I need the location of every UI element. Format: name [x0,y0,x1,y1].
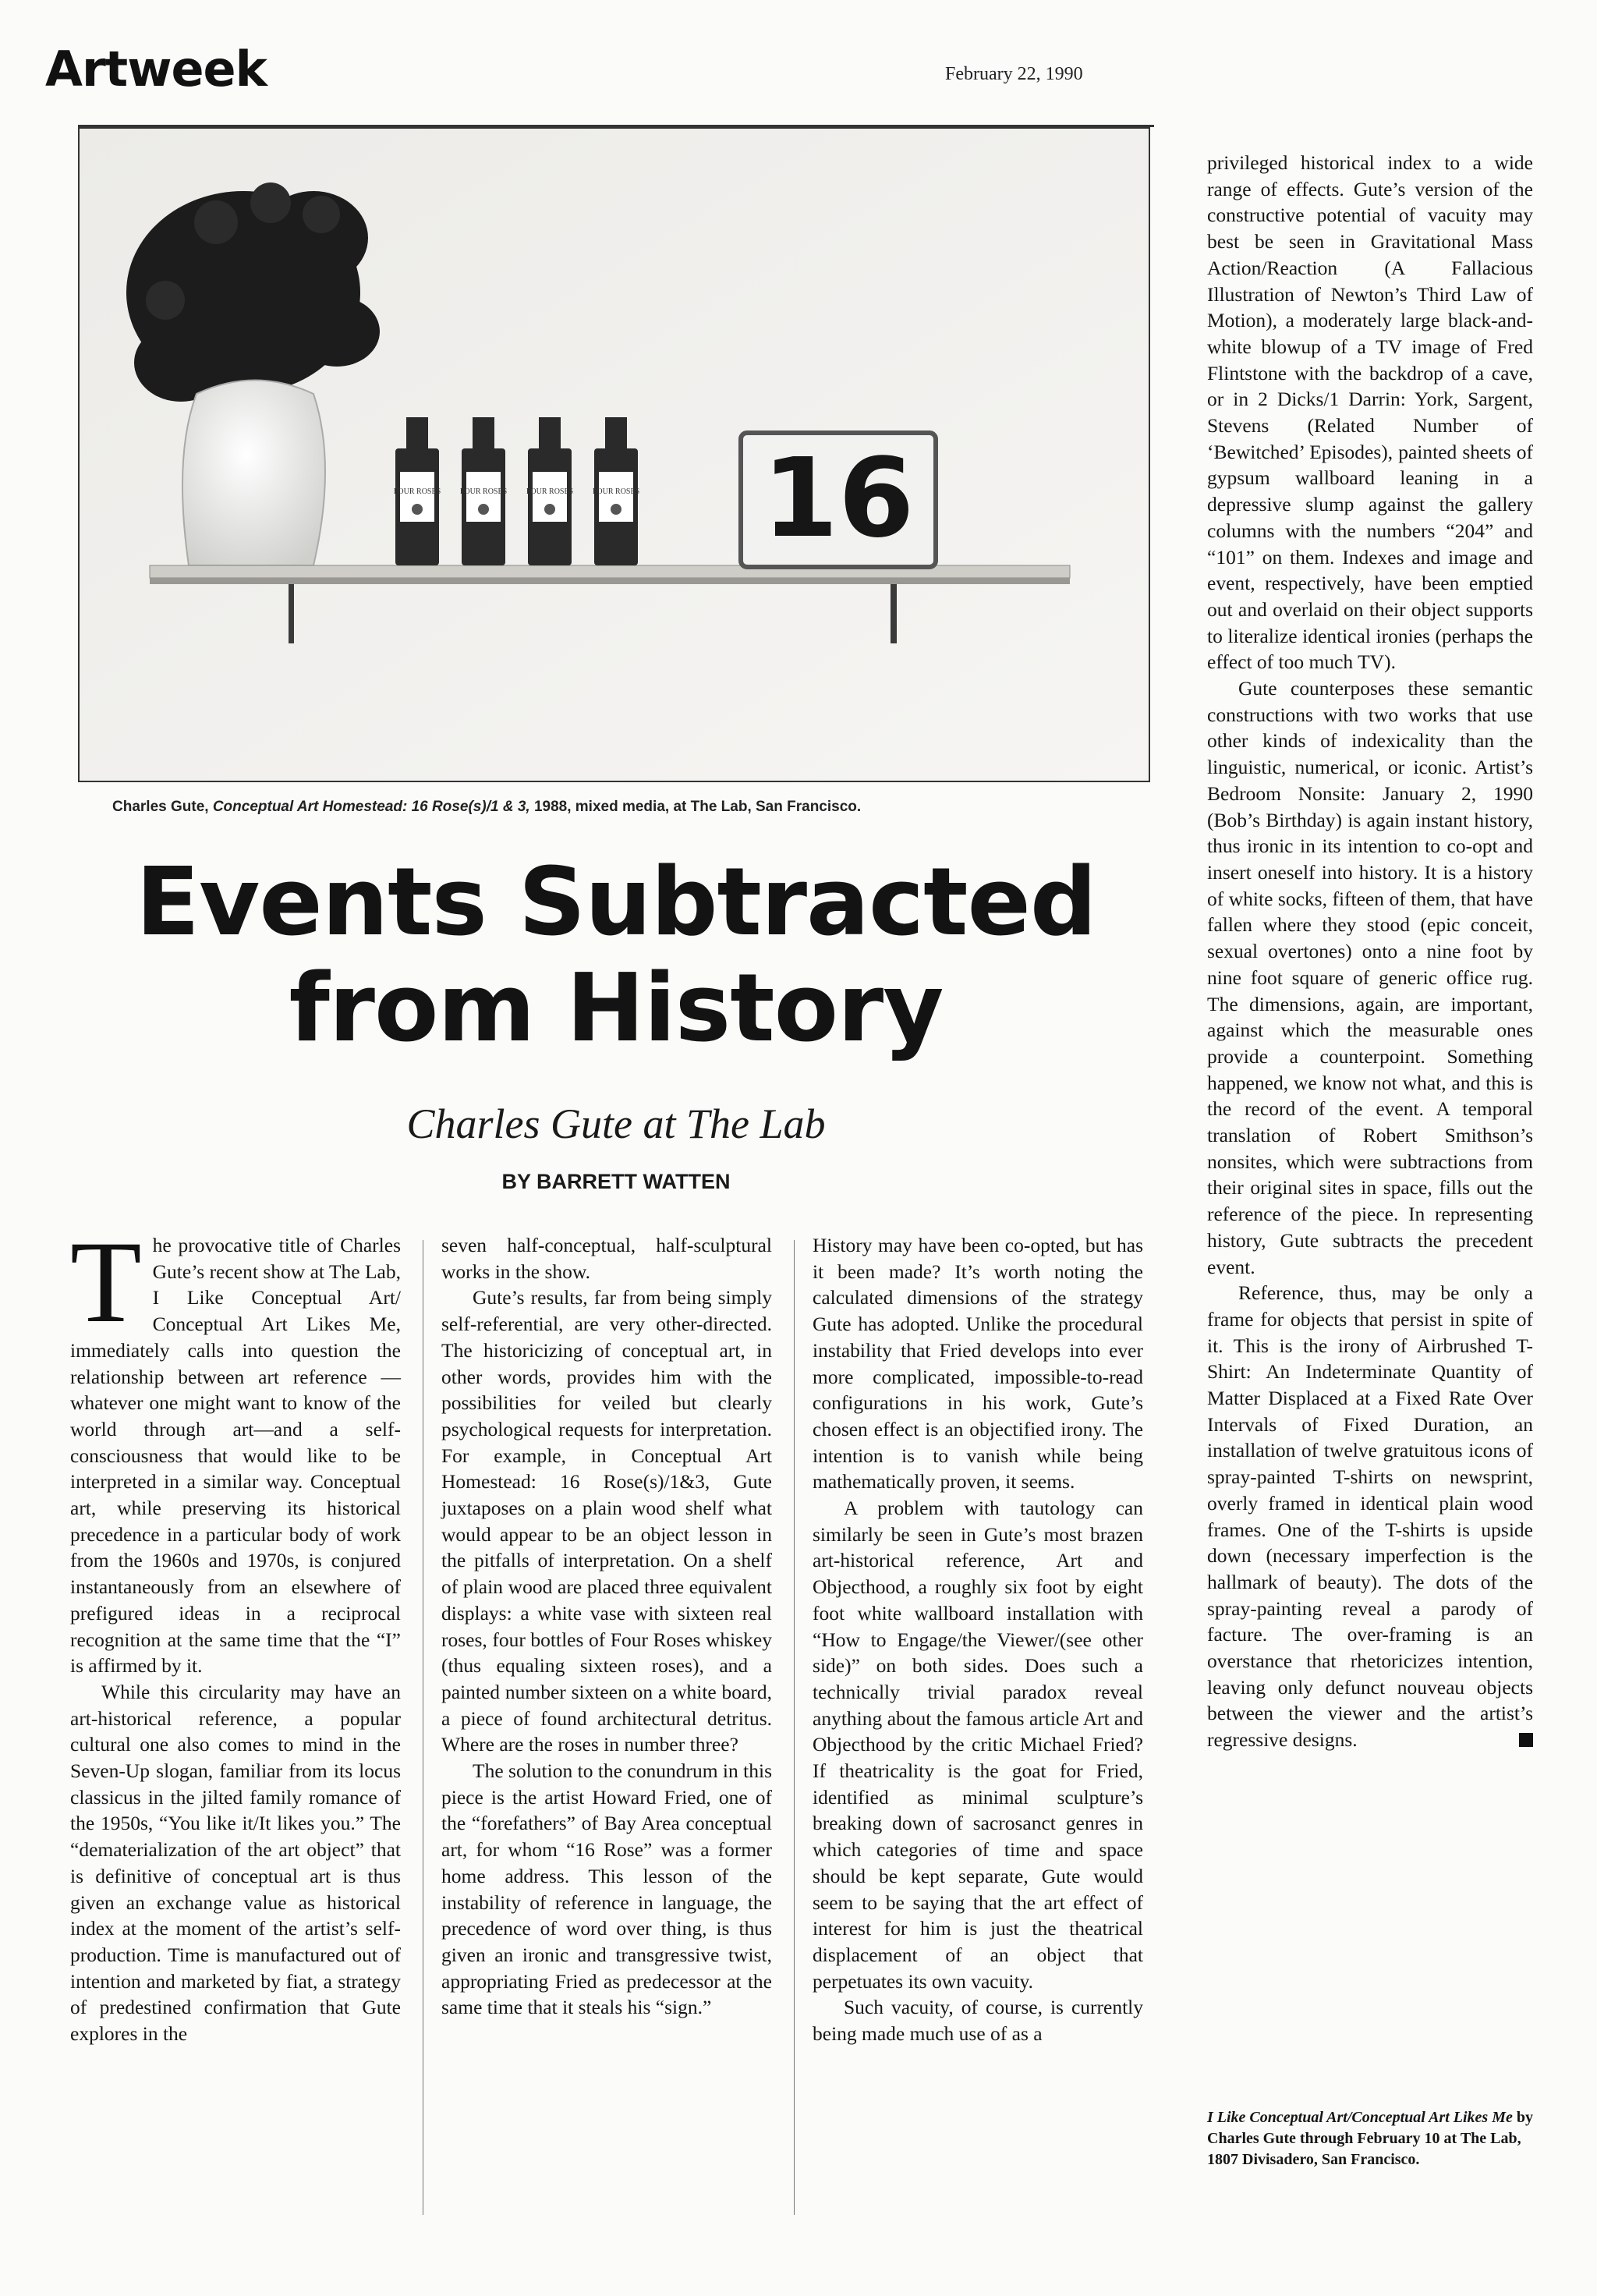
headline-line-2: from History [289,955,944,1063]
article-paragraph: Reference, thus, may be only a frame for objects that persist in spite of it. This is the irony of Airbrushed T-Shirt: An Indeterminate Quantity of Matter Displaced at a Fixed Rate Over Intervals of Fixed Duration, an installation of twelve gratuitous icons of spray-painted T-shirts on newsprint, overly framed in identical plain wood frames. One of the T-shirts is upside down (necessary imperfection is the hallmark of beauty). The dots of the spray-painting reveal a parody of facture. The over-framing is an overstance that rhetoricizes intention, leaving only defunct nouveau objects between the viewer and the artist’s regressive designs. [1207,1281,1533,1752]
article-column-4 [1207,150,1533,1753]
byline: BY BARRETT WATTEN [501,1170,731,1193]
photo-caption [112,799,1142,816]
credit-title: I Like Conceptual Art/Conceptual Art Likes Me [1207,2109,1513,2126]
caption-title: Conceptual Art Homestead: 16 Rose(s)/1 & 3, [212,799,530,815]
article-paragraph: seven half-conceptual, half-sculptural works in the show. [441,1234,772,1283]
column-rule [794,1240,795,2215]
svg-text:FOUR ROSES: FOUR ROSES [393,487,441,496]
article-column-2 [441,1232,772,2021]
svg-text:FOUR ROSES: FOUR ROSES [526,487,574,496]
article-paragraph: The solution to the conundrum in this piece is the artist Howard Fried, one of the “forefathers” of Bay Area conceptual art, for whom “16 Rose” was a former home address. This lesson of the instability of reference in language, the precedence of word over thing, is thus given an ironic and transgressive twist, appropriating Fried as predecessor at the same time that it steals his “sign.” [441,1759,772,2019]
headline [78,850,1154,1062]
svg-text:FOUR ROSES: FOUR ROSES [592,487,640,496]
caption-artist: Charles Gute, [112,799,213,815]
article-paragraph: While this circularity may have an art-historical reference, a popular cultural one also comes to mind in the Seven-Up slogan, familiar from its locus classicus in the jilted family romance of the 1950s, “You like it/It likes you.” The “dematerialization of the art object” that is definitive of conceptual art is thus given an exchange value as historical index at the moment of the artist’s self-production. Time is manufactured out of intention and marketed by fiat, a strategy of predestined confirmation that Gute explores in the [70,1680,401,2046]
masthead-title: Artweek [45,41,267,97]
article-paragraph: History may have been co-opted, but has it been made? It’s worth noting the calculated dimensions of the strategy Gute has adopted. Unlike the procedural instability that Fried develops into ever more complicated, impossible-to-read configurations in his work, Gute’s chosen effect is an objectified irony. The intention is to vanish while being mathematically proven, it seems. [813,1234,1143,1493]
article-column-1 [70,1217,401,2047]
number-sixteen-board [741,433,936,567]
subheadline: Charles Gute at The Lab [406,1100,826,1147]
article-paragraph: Gute’s results, far from being simply self-referential, are very other-directed. The historicizing of conceptual art, in other words, provides him with the possibilities for veiled but clearly psychological requests for interpretation. For example, in Conceptual Art Homestead: 16 Rose(s)/1&3, Gute juxtaposes on a plain wood shelf what would appear to be an object lesson in the pitfalls of interpretation. On a shelf of plain wood are placed three equivalent displays: a white vase with sixteen real roses, four bottles of Four Roses whiskey (thus equaling sixteen roses), and a painted number sixteen on a white board, a piece of found architectural detritus. Where are the roses in number three? [441,1286,772,1756]
show-credit [1207,2107,1533,2170]
end-mark [1519,1733,1533,1747]
drop-cap: T [70,1217,142,1347]
article-paragraph: Such vacuity, of course, is currently being made much use of as a [813,1996,1143,2046]
article-column-3 [813,1232,1143,2047]
article-paragraph: Gute counterposes these semantic constructions with two works that use other kinds of indexicality than the linguistic, numerical, or iconic. Artist’s Bedroom Nonsite: January 2, 1990 (Bob’s Birthday) is again instant history, thus ironic in its intention to co-opt and insert oneself into history. It is a history of white socks, fifteen of them, that have fallen where they stood (epic conceit, sexual overtones) onto a nine foot by nine foot square of generic office rug. The dimensions, again, are important, against which the measurable ones provide a counterpoint. Something happened, we know not what, and this is the record of the event. A temporal translation of Robert Smithson’s nonsites, which were subtractions from their original sites in space, fills out the reference of the piece. In representing history, Gute subtracts the precedent event. [1207,677,1533,1278]
article-paragraph: A problem with tautology can similarly be seen in Gute’s most brazen art-historical reference, Art and Objecthood, a roughly six foot by eight foot white wallboard installation with “How to Engage/the Viewer/(see other side)” on both sides. Does such a technically trivial paradox reveal anything about the famous article Art and Objecthood by the critic Michael Fried? If theatricality is the goat for Fried, identified as minimal sculpture’s breaking down of sacrosanct genres in which categories of time and space should be kept separate, Gute would seem to be saying that the art effect of interest for him is just the theatrical displacement of an object that perpetuates its own vacuity. [813,1497,1143,1993]
svg-text:FOUR ROSES: FOUR ROSES [459,487,508,496]
caption-details: 1988, mixed media, at The Lab, San Francisco. [529,799,862,815]
headline-line-1: Events Subtracted [136,849,1096,957]
credit-details: by Charles Gute through February 10 at The Lab, 1807 Divisadero, San Francisco. [1207,2109,1533,2168]
article-paragraph: privileged historical index to a wide range of effects. Gute’s version of the constructive potential of vacuity may best be seen in Gravitational Mass Action/Reaction (A Fallacious Illustration of Newton’s Third Law of Motion), a moderately large black-and-white blowup of a TV image of Fred Flintstone with the backdrop of a cave, or in 2 Dicks/1 Darrin: York, Sargent, Stevens (Related Number of ‘Bewitched’ Episodes), painted sheets of gypsum wallboard leaning in a depressive slump against the gallery columns with the numbers “204” and “101” on them. Indexes and image and event, respectively, have been emptied out and overlaid on their object supports to literalize identical ironies (perhaps the effect of too much TV). [1207,151,1533,674]
issue-date: February 22, 1990 [945,64,1083,84]
white-vase [182,381,325,566]
article-paragraph: The provocative title of Charles Gute’s recent show at The Lab, I Like Conceptual Art/ Conceptual Art Likes Me, immediately calls into question the relationship between art reference —whatever one might want to know of the world through art—and a self-consciousness that would like to be interpreted in a similar way. Conceptual art, while preserving its historical precedence in a particular body of work from the 1960s and 1970s, is conjured instantaneously from an elsewhere of prefigured ideas in a reciprocal recognition at the same time that the “I” is affirmed by it. [70,1217,401,1678]
artwork-photo [78,127,1150,782]
svg-text:16: 16 [762,435,915,562]
